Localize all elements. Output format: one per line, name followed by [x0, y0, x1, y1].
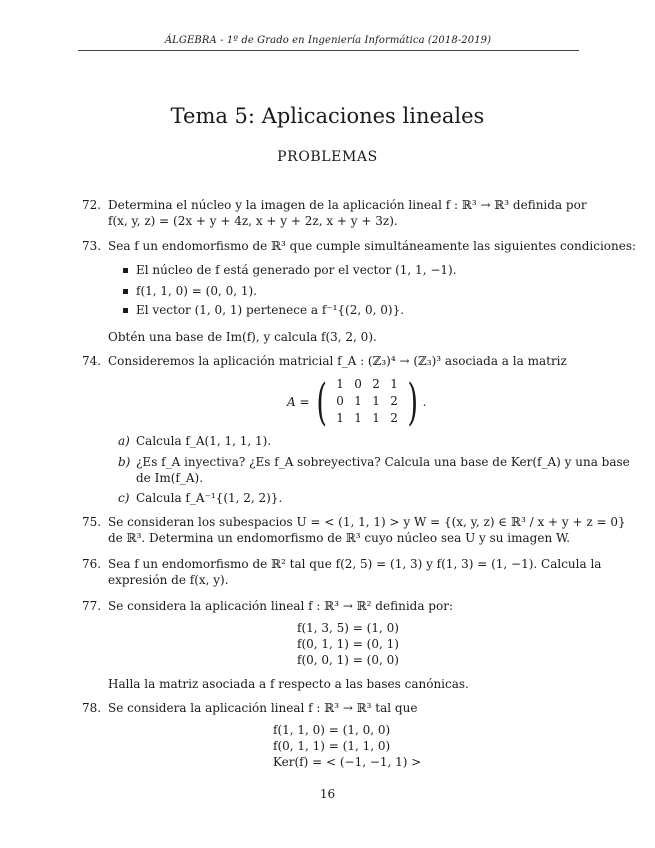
problem-73-number: 73. — [82, 239, 102, 253]
page-number: 16 — [319, 787, 336, 801]
problem-78-text-line-1: Se considera la aplicación lineal f : ℝ³ → ℝ³ tal que — [108, 701, 418, 715]
left-parenthesis: ( — [315, 373, 327, 431]
problem-73-bullet-1: El núcleo de f está generado por el vector (1, 1, −1). — [136, 263, 457, 277]
matrix-cell: 1 — [354, 393, 362, 408]
matrix-cell: 1 — [390, 376, 398, 391]
problem-76-number: 76. — [82, 557, 102, 571]
matrix-cell: 2 — [372, 376, 380, 391]
problem-77-number: 77. — [82, 599, 102, 613]
matrix-cell: 2 — [390, 393, 398, 408]
problem-74-a-text: Calcula f_A(1, 1, 1, 1). — [136, 434, 272, 448]
problem-74-a-label: a) — [118, 434, 130, 448]
matrix-end-period: . — [422, 395, 427, 409]
right-parenthesis: ) — [407, 373, 419, 431]
problem-78-equation-1: f(1, 1, 0) = (1, 0, 0) — [273, 723, 391, 737]
problem-74-b-text-line-2: de Im(f_A). — [136, 471, 204, 485]
matrix-cell: 1 — [354, 410, 362, 425]
problem-77-equation-2: f(0, 1, 1) = (0, 1) — [297, 637, 399, 651]
matrix-cell: 1 — [372, 393, 380, 408]
problem-74-b-label: b) — [118, 455, 131, 469]
problem-75-number: 75. — [82, 515, 102, 529]
problem-73-bullet-2: f(1, 1, 0) = (0, 0, 1). — [136, 284, 257, 298]
matrix-cell: 2 — [390, 410, 398, 425]
bullet-marker — [123, 289, 128, 294]
matrix-cell: 1 — [336, 376, 344, 391]
bullet-marker — [123, 308, 128, 313]
header-rule — [78, 50, 579, 51]
problem-72-text-line-1: Determina el núcleo y la imagen de la aplicación lineal f : ℝ³ → ℝ³ definida por — [108, 198, 587, 212]
problem-73-text-line-2: Obtén una base de Im(f), y calcula f(3, 2, 0). — [108, 330, 377, 344]
problem-76-text-line-1: Sea f un endomorfismo de ℝ² tal que f(2, 5) = (1, 3) y f(1, 3) = (1, −1). Calcula la — [108, 557, 602, 571]
matrix-cell: 0 — [354, 376, 362, 391]
problem-74-c-text: Calcula f_A⁻¹{(1, 2, 2)}. — [136, 491, 283, 505]
problem-73-bullet-3: El vector (1, 0, 1) pertenece a f⁻¹{(2, 0, 0)}. — [136, 303, 405, 317]
matrix-cell: 0 — [336, 393, 344, 408]
problem-78-equation-3: Ker(f) = < (−1, −1, 1) > — [273, 755, 422, 769]
section-subtitle: PROBLEMAS — [277, 149, 378, 165]
problem-73-text-line-1: Sea f un endomorfismo de ℝ³ que cumple simultáneamente las siguientes condiciones: — [108, 239, 637, 253]
problem-74-b-text-line-1: ¿Es f_A inyectiva? ¿Es f_A sobreyectiva? Calcula una base de Ker(f_A) y una base — [136, 455, 630, 469]
problem-77-text-line-2: Halla la matriz asociada a f respecto a las bases canónicas. — [108, 677, 469, 691]
matrix-grid — [331, 377, 403, 428]
problem-74-number: 74. — [82, 354, 102, 368]
problem-77-text-line-1: Se considera la aplicación lineal f : ℝ³ → ℝ² definida por: — [108, 599, 453, 613]
bullet-marker — [123, 268, 128, 273]
matrix-cell: 1 — [372, 410, 380, 425]
running-header: ÁLGEBRA - 1º de Grado en Ingeniería Informática (2018-2019) — [164, 35, 492, 46]
page-title: Tema 5: Aplicaciones lineales — [170, 104, 485, 128]
matrix-cell: 1 — [336, 410, 344, 425]
problem-77-equation-3: f(0, 0, 1) = (0, 0) — [297, 653, 399, 667]
problem-78-equation-2: f(0, 1, 1) = (1, 1, 0) — [273, 739, 391, 753]
problem-75-text-line-1: Se consideran los subespacios U = < (1, 1, 1) > y W = {(x, y, z) ∈ ℝ³ / x + y + z = 0} — [108, 515, 626, 529]
problem-74-text-line-1: Consideremos la aplicación matricial f_A : (ℤ₃)⁴ → (ℤ₃)³ asociada a la matriz — [108, 354, 567, 368]
problem-74-c-label: c) — [118, 491, 130, 505]
problem-75-text-line-2: de ℝ³. Determina un endomorfismo de ℝ³ cuyo núcleo sea U y su imagen W. — [108, 531, 571, 545]
matrix-a — [287, 375, 426, 429]
problem-72-text-line-2: f(x, y, z) = (2x + y + 4z, x + y + 2z, x + y + 3z). — [108, 214, 398, 228]
problem-72-number: 72. — [82, 198, 102, 212]
matrix-label: A = — [287, 395, 310, 409]
problem-77-equation-1: f(1, 3, 5) = (1, 0) — [297, 621, 399, 635]
problem-76-text-line-2: expresión de f(x, y). — [108, 573, 229, 587]
problem-78-number: 78. — [82, 701, 102, 715]
